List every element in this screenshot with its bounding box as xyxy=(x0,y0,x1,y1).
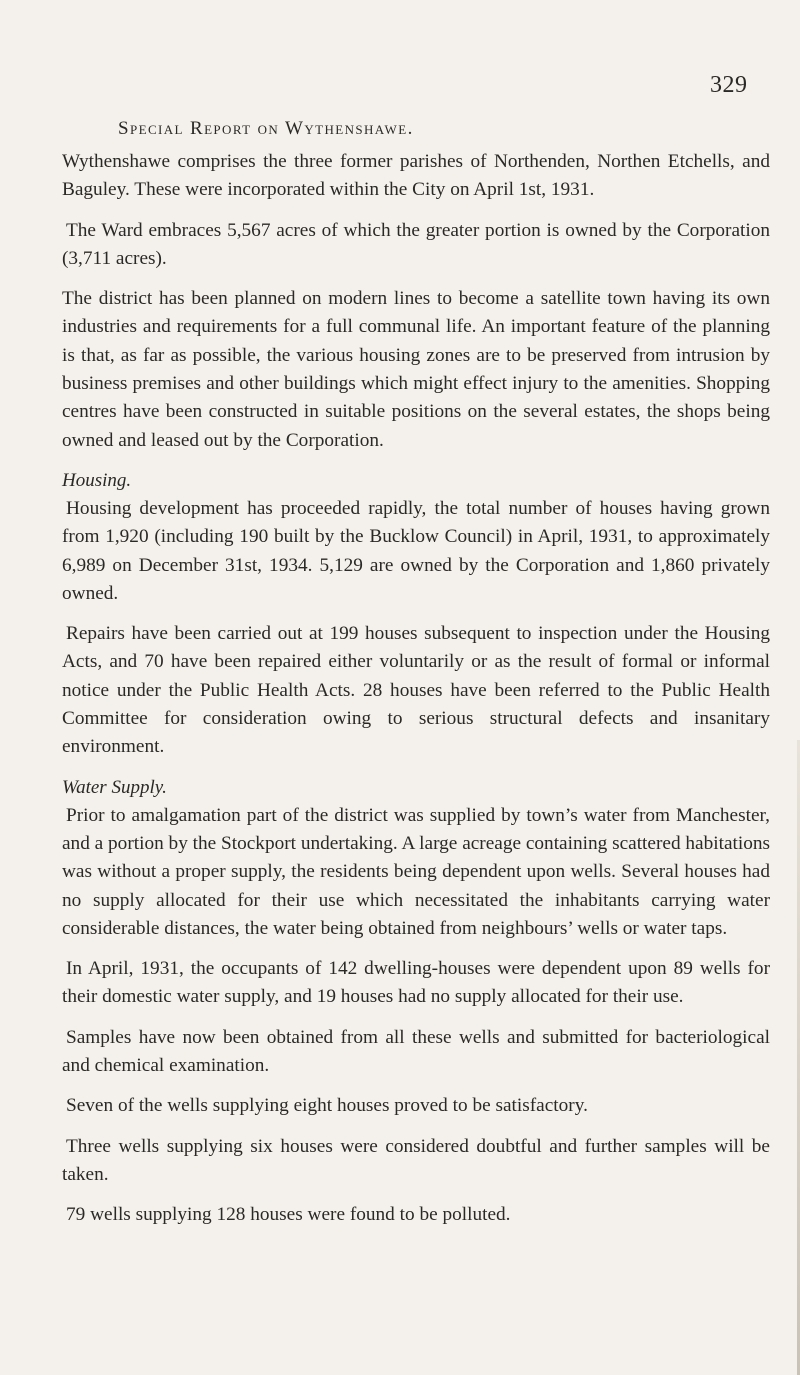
intro-paragraph-2: The Ward embraces 5,567 acres of which the greater portion is owned by the Corporation (3,711 acres). xyxy=(62,219,770,269)
report-body xyxy=(62,148,770,1242)
intro-paragraph-1: Wythenshawe comprises the three former parishes of Northenden, Northen Etchells, and Baguley. These were incorporated within the City on April 1st, 1931. xyxy=(62,151,770,201)
housing-paragraph-2: Repairs have been carried out at 199 houses subsequent to inspection under the Housing Acts, and 70 have been repaired either voluntarily or as the result of formal or informal notice under the Public Health Acts. 28 houses have been referred to the Public Health Committee for consideration owing to serious structural defects and insanitary environment. xyxy=(62,623,770,758)
water-supply-heading: Water Supply. xyxy=(62,776,167,798)
water-paragraph-3: Samples have now been obtained from all these wells and submitted for bacteriological and chemical examination. xyxy=(62,1026,770,1077)
page-number: 329 xyxy=(710,72,748,98)
water-paragraph-4: Seven of the wells supplying eight houses proved to be satisfactory. xyxy=(66,1095,588,1117)
water-paragraph-5: Three wells supplying six houses were considered doubtful and further samples will be taken. xyxy=(62,1135,770,1185)
housing-paragraph-1: Housing development has proceeded rapidly, the total number of houses having grown from 1,920 (including 190 built by the Bucklow Council) in April, 1931, to approximately 6,989 on December 31st, 1934. 5,129 are owned by the Corporation and 1,860 privately owned. xyxy=(62,497,770,604)
water-paragraph-2: In April, 1931, the occupants of 142 dwelling-houses were dependent upon 89 wells for their domestic water supply, and 19 houses had no supply allocated for their use. xyxy=(62,958,770,1008)
water-paragraph-6: 79 wells supplying 128 houses were found to be polluted. xyxy=(66,1204,511,1226)
housing-heading: Housing. xyxy=(62,469,132,491)
intro-paragraph-3: The district has been planned on modern lines to become a satellite town having its own industries and requirements for a full communal life. An important feature of the planning is that, as far as possible, the various housing zones are to be preserved from intrusion by business premises and other buildings which might effect injury to the amenities. Shopping centres have been constructed in suitable positions on the several estates, the shops being owned and leased out by the Corporation. xyxy=(62,288,770,451)
water-paragraph-1: Prior to amalgamation part of the district was supplied by town’s water from Manchester, and a portion by the Stockport undertaking. A large acreage containing scattered habitations was without a proper supply, the residents being dependent upon wells. Several houses had no supply allocated for their use which necessitated the inhabitants carrying water considerable distances, the water being obtained from neighbours’ wells or water taps. xyxy=(62,804,771,939)
page-title: Special Report on Wythenshawe. xyxy=(118,118,414,139)
